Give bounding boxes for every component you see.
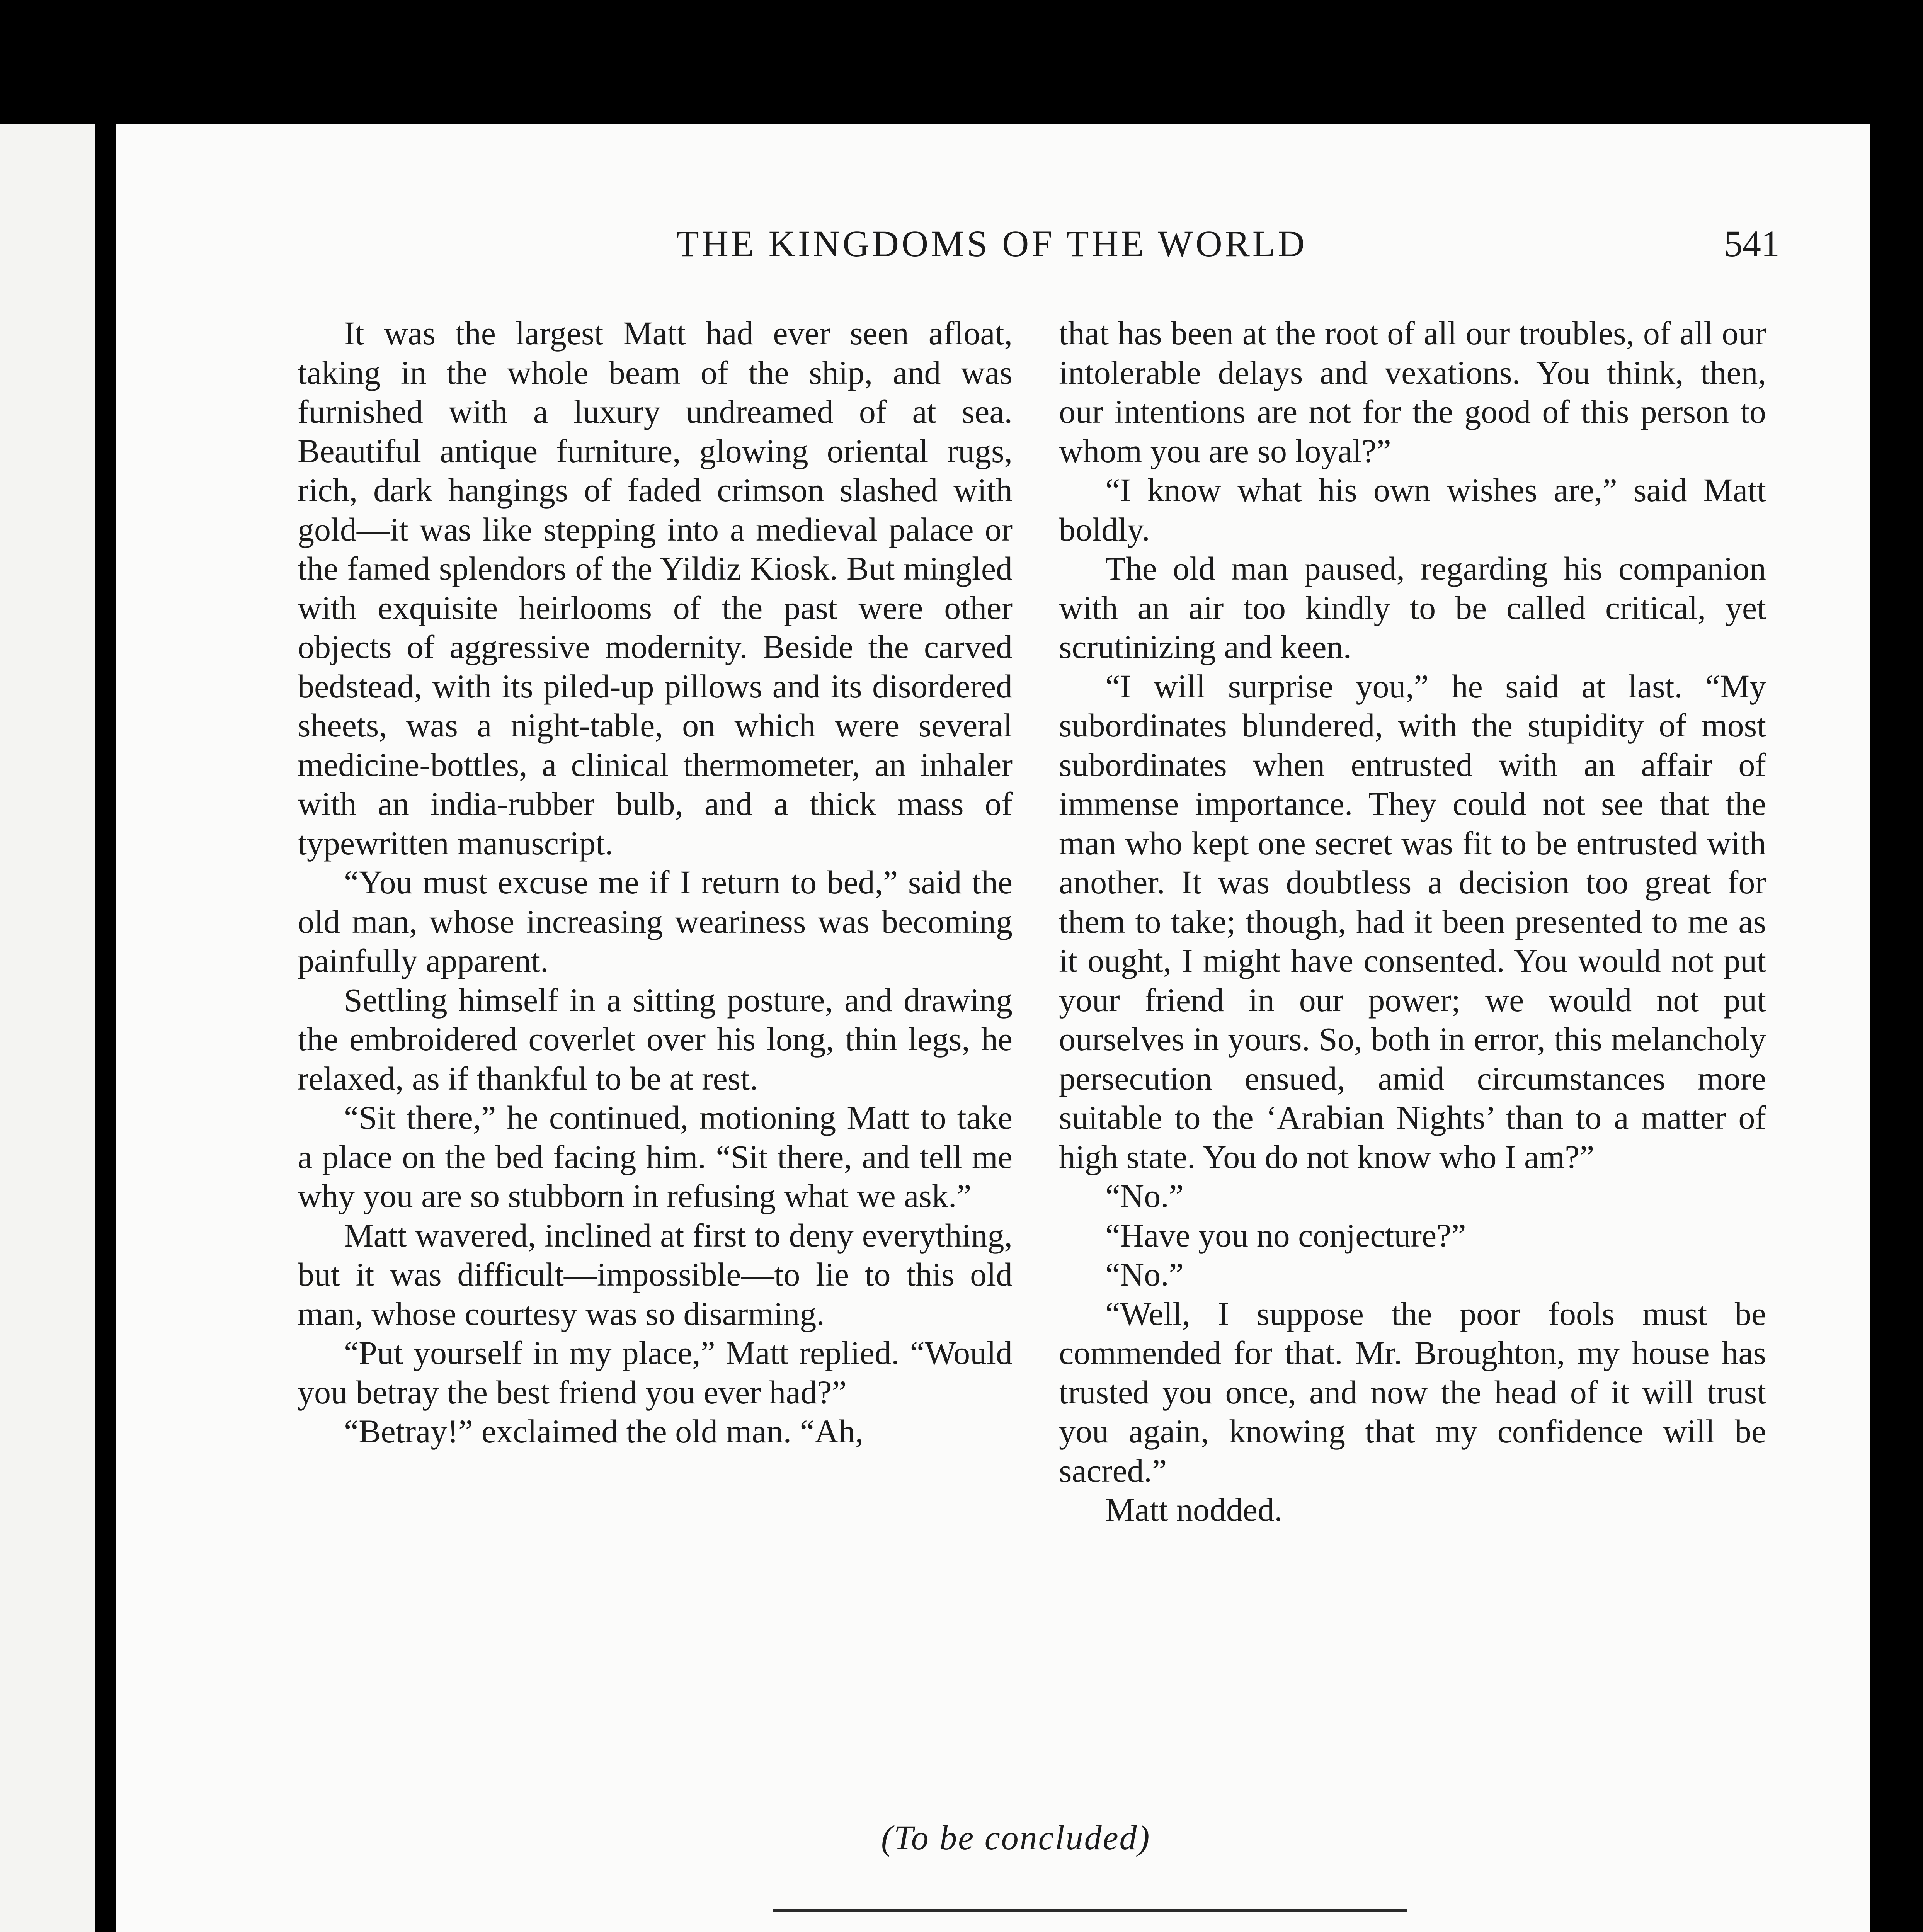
paragraph: The old man paused, regarding his companion with an air too kindly to be called critical, yet scrutinizing and keen. xyxy=(1059,550,1766,665)
paragraph: that has been at the root of all our troubles, of all our intolerable delays and vexations. You think, then, our intentions are not for the good of this person to whom you are so loyal?” xyxy=(1059,315,1766,469)
paragraph: Matt nodded. xyxy=(1105,1491,1283,1528)
paragraph: “No.” xyxy=(1105,1177,1184,1214)
page-header xyxy=(116,222,1870,276)
story-column-right xyxy=(1059,314,1766,1530)
paragraph: “You must excuse me if I return to bed,” said the old man, whose increasing weariness was becoming painfully apparent. xyxy=(298,864,1013,979)
paragraph: It was the largest Matt had ever seen afloat, taking in the whole beam of the ship, and was furnished with a luxury undreamed of at sea. Beautiful antique furniture, glowing oriental rugs, rich, dark hangings of faded crimson slashed with gold—it was like stepping into a medieval palace or the famed splendors of the Yildiz Kiosk. But mingled with exquisite heirlooms of the past were other objects of aggressive modernity. Beside the carved bedstead, with its piled-up pillows and its disordered sheets, was a night-table, on which were several medicine-bottles, a clinical thermometer, an inhaler with an india-rubber bulb, and a thick mass of typewritten manuscript. xyxy=(298,315,1013,862)
paragraph: “I know what his own wishes are,” said Matt boldly. xyxy=(1059,471,1766,548)
to-be-concluded-note: (To be concluded) xyxy=(881,1819,1151,1857)
paragraph: Settling himself in a sitting posture, and drawing the embroidered coverlet over his long, thin legs, he relaxed, as if thankful to be at rest. xyxy=(298,981,1013,1097)
paragraph: “Betray!” exclaimed the old man. “Ah, xyxy=(344,1413,864,1450)
previous-page-edge xyxy=(0,124,95,1932)
paragraph: “Sit there,” he continued, motioning Matt to take a place on the bed facing him. “Sit there, and tell me why you are so stubborn in refusing what we ask.” xyxy=(298,1099,1013,1214)
story-column-left xyxy=(298,314,1013,1451)
paragraph: “Have you no conjecture?” xyxy=(1105,1216,1466,1254)
paragraph: “I will surprise you,” he said at last. “My subordinates blundered, with the stupidity of most subordinates when entrusted with an affair of immense importance. They could not see that the man who kept one secret was fit to be entrusted with another. It was doubtless a decision too great for them to take; though, had it been presented to me as it ought, I might have consented. You would not put your friend in our power; we would not put ourselves in yours. So, both in error, this melancholy persecution ensued, amid circumstances more suitable to the ‘Arabian Nights’ than to a matter of high state. You do not know who I am?” xyxy=(1059,667,1766,1175)
page-number: 541 xyxy=(1724,223,1780,264)
paragraph: “Put yourself in my place,” Matt replied. “Would you betray the best friend you ever had?” xyxy=(298,1334,1013,1411)
magazine-page xyxy=(116,124,1870,1932)
paragraph: “Well, I suppose the poor fools must be commended for that. Mr. Broughton, my house has trusted you once, and now the head of it will trust you again, knowing that my confidence will be sacred.” xyxy=(1059,1295,1766,1489)
paragraph: “No.” xyxy=(1105,1256,1184,1293)
paragraph: Matt wavered, inclined at first to deny everything, but it was difficult—impossible—to lie to this old man, whose courtesy was so disarming. xyxy=(298,1216,1013,1332)
section-divider xyxy=(773,1909,1407,1912)
running-title: THE KINGDOMS OF THE WORLD xyxy=(676,223,1307,264)
